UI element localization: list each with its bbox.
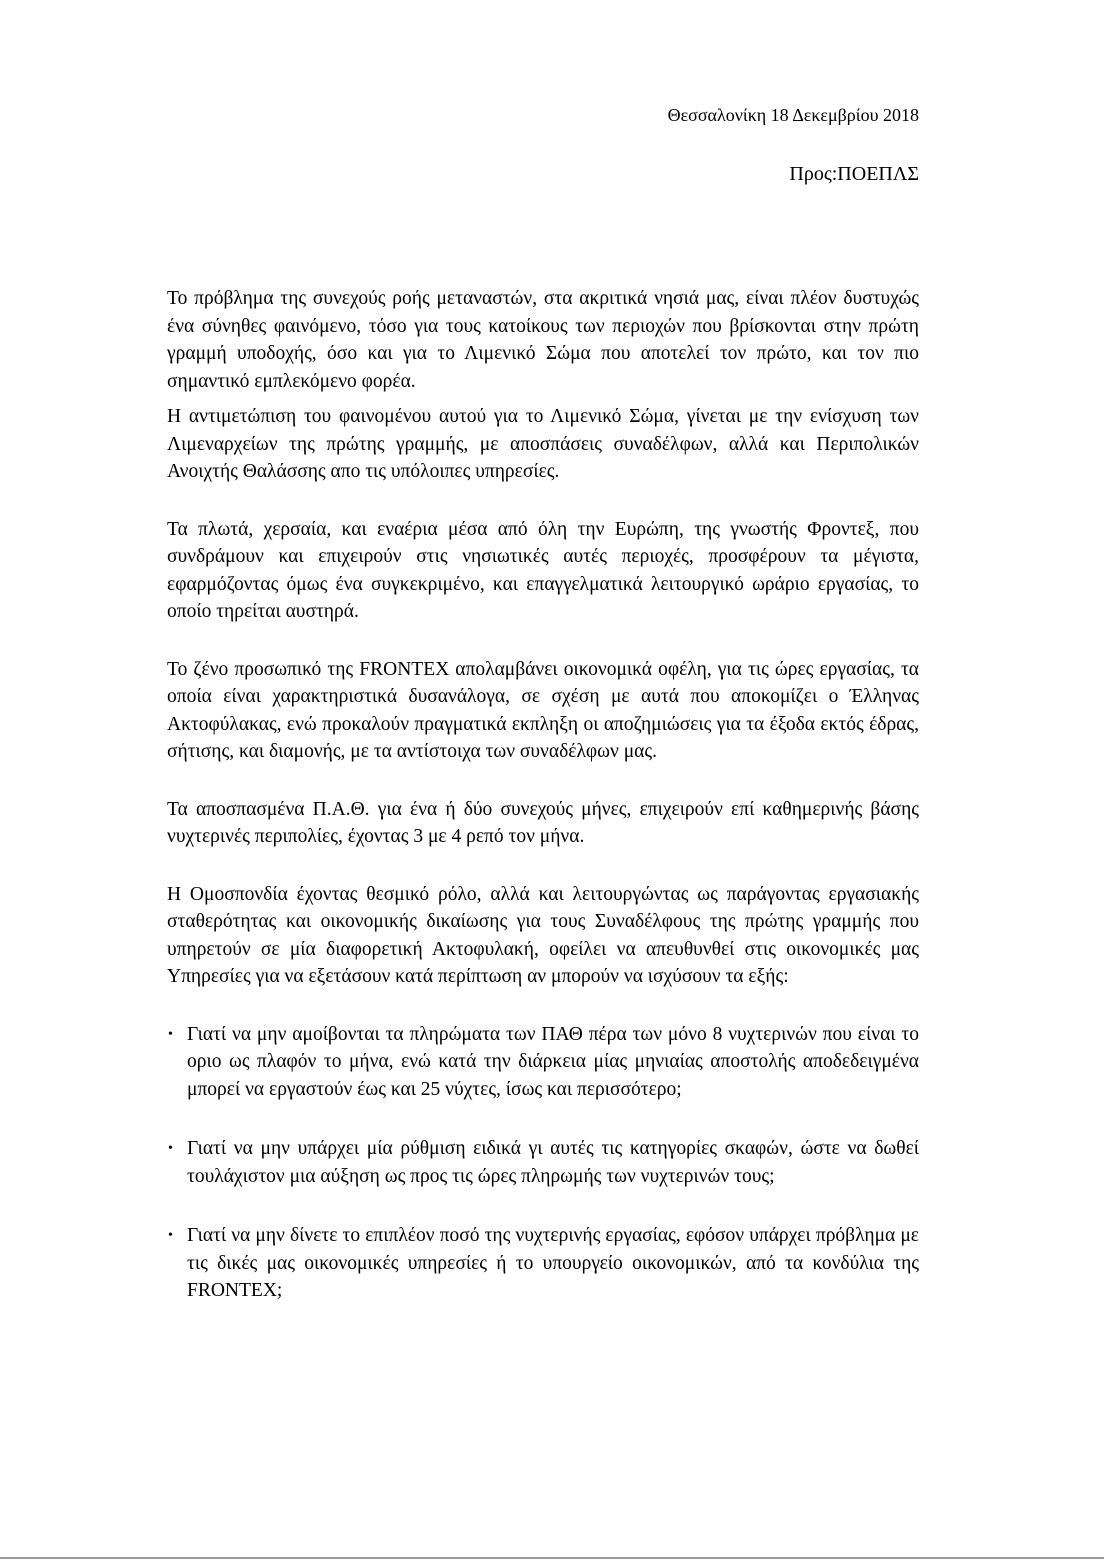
paragraph-frontex-means: Τα πλωτά, χερσαία, και εναέρια μέσα από όλη την Ευρώπη, της γνωστής Φροντεξ, που συνδράμουν και επιχειρούν στις νησιωτικές αυτές περιοχές, προσφέρουν τα μέγιστα, εφαρμόζοντας όμως ένα συγκεκριμένο, και επαγγελματικά λειτουργικό ωράριο εργασίας, το οποίο τηρείται αυστηρά.: [167, 518, 919, 622]
letter-recipient: Προς:ΠΟΕΠΛΣ: [789, 163, 919, 185]
list-item-text: Γιατί να μην αμοίβονται τα πληρώματα των ΠΑΘ πέρα των μόνο 8 νυχτερινών που είναι το οριο ως πλαφόν το μήνα, ενώ κατά την διάρκεια μίας μηνιαίας αποστολής αποδεδειγμένα μπορεί να εργαστούν έως και 25 νύχτες, ίσως και περισσότερο;: [187, 1023, 919, 1100]
list-item: [167, 1222, 919, 1305]
list-item-text: Γιατί να μην δίνετε το επιπλέον ποσό της νυχτερινής εργασίας, εφόσον υπάρχει πρόβλημα με τις δικές μας οικονομικές υπηρεσίες ή το υπουργείο οικονομικών, από τα κονδύλια της FRONTEX;: [187, 1225, 919, 1301]
page-bottom-edge: [0, 1557, 1104, 1559]
list-item: [167, 1135, 919, 1190]
paragraph-patrol-vessels: Τα αποσπασμένα Π.Α.Θ. για ένα ή δύο συνεχούς μήνες, επιχειρούν επί καθημερινής βάσης νυχτερινές περιπολίες, έχοντας 3 με 4 ρεπό τον μήνα.: [167, 798, 919, 847]
request-list: [167, 1021, 919, 1305]
bullet-icon: •: [168, 1141, 173, 1156]
paragraph-coast-guard-response: Η αντιμετώπιση του φαινομένου αυτού για το Λιμενικό Σώμα, γίνεται με την ενίσχυση των Λιμεναρχείων της πρώτης γραμμής, με αποσπάσεις συναδέλφων, αλλά και Περιπολικών Ανοιχτής Θαλάσσης απο τις υπόλοιπες υπηρεσίες.: [167, 406, 919, 482]
paragraph-federation-request: Η Ομοσπονδία έχοντας θεσμικό ρόλο, αλλά και λειτουργώντας ως παράγοντας εργασιακής σταθερότητας και οικονομικής δικαίωσης για τους Συναδέλφους της πρώτης γραμμής που υπηρετούν σε μία διαφορετική Ακτοφυλακή, οφείλει να απευθυνθεί στις οικονομικές μας Υπηρεσίες για να εξετάσουν κατά περίπτωση αν μπορούν να ισχύσουν τα εξής:: [167, 883, 919, 987]
list-item: [167, 1021, 919, 1104]
letter-date: Θεσσαλονίκη 18 Δεκεμβρίου 2018: [667, 105, 919, 125]
bullet-icon: •: [168, 1228, 173, 1243]
list-item-text: Γιατί να μην υπάρχει μία ρύθμιση ειδικά γι αυτές τις κατηγορίες σκαφών, ώστε να δωθεί τουλάχιστον μια αύξηση ως προς τις ώρες πληρωμής των νυχτερινών τους;: [187, 1138, 919, 1187]
paragraph-frontex-benefits: Το ζένο προσωπικό της FRONTEX απολαμβάνει οικονομικά οφέλη, για τις ώρες εργασίας, τα οποία είναι χαρακτηριστικά δυσανάλογα, σε σχέση με αυτά που αποκομίζει ο Έλληνας Ακτοφύλακας, ενώ προκαλούν πραγματικά εκπληξη οι αποζημιώσεις για τα έξοδα εκτός έδρας, σήτισης, και διαμονής, με τα αντίστοιχα των συναδέλφων μας.: [167, 658, 919, 762]
paragraph-migration-problem: Το πρόβλημα της συνεχούς ροής μεταναστών, στα ακριτικά νησιά μας, είναι πλέον δυστυχώς ένα σύνηθες φαινόμενο, τόσο για τους κατοίκους των περιοχών που βρίσκονται στην πρώτη γραμμή υποδοχής, όσο και για το Λιμενικό Σώμα που αποτελεί τον πρώτο, και τον πιο σημαντικό εμπλεκόμενο φορέα.: [167, 288, 919, 392]
bullet-icon: •: [168, 1026, 173, 1042]
letter-body: [167, 285, 919, 1305]
